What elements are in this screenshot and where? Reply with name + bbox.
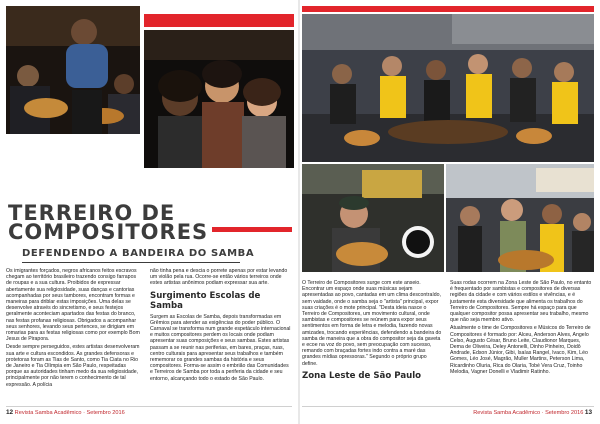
article-title: TERREIRO DE COMPOSITORES	[8, 201, 209, 244]
photo-musicians-outdoor	[446, 164, 594, 272]
left-page	[0, 0, 298, 424]
right-page	[300, 0, 600, 424]
paragraph: Desde sempre perseguidos, estes artistas desenvolveram sua arte e cultura escondidos. As grandes defensoras e protetoras foram as Tias de Santo, como Tia Ciata no Rio de Janeiro e Tia Olímpia em São Paulo, respeitadas porque as autoridades tinham medo da sua religiosidade, principalmente por não terem o conhecimento de tal expressão. A polícia	[6, 344, 140, 388]
left-column-1	[6, 268, 142, 390]
right-column-2	[450, 280, 594, 377]
footer-left	[6, 409, 125, 416]
paragraph: O Terreiro de Compositores surge com este anseio. Encontrar um espaço onde suas músicas sejam apresentadas ao povo, cantadas em um clima descontraído, sem vaidade, onde o samba seja o "artista" principal, expor suas criações é o mote principal. "Desta ideia nasce o Terreiro de Compositores, um movimento cultural, onde sambistas e compositores se reúnem para expor seus sentimentos em forma de letra e melodia, fazendo novas amizades, trocando experiências, defendendo a bandeira do samba de maneira que a obra do compositor seja da gaveta e ecoe na voz do povo, sem preocupação com sucesso, remando com braçadas fortes indo contra a maré das grandes mídias opressoras." Segundo o próprio grupo define.	[302, 280, 442, 367]
footer-rule	[6, 406, 292, 407]
left-column-2	[150, 268, 292, 384]
photo-singer-with-musicians	[6, 6, 140, 134]
photo-guitarist-singing	[302, 164, 444, 272]
publication-name: Revista Samba Acadêmico · Setembro 2016	[14, 410, 125, 416]
page-number: 13	[584, 409, 592, 416]
section-heading: Zona Leste de São Paulo	[302, 370, 422, 381]
page-number: 12	[6, 409, 14, 416]
paragraph: não tinha pena e descia o porrete apenas por estar levando um violão pela rua. Ocorre-se então vários terreiros onde estes artistas anônimos podiam expressar sua arte.	[150, 268, 288, 287]
article-subtitle: DEFENDENDO A BANDEIRA DO SAMBA	[22, 248, 255, 259]
paragraph: Suas rodas ocorrem na Zona Leste de São Paulo, no entanto é frequentado por sambistas e compositores de diversas regiões da cidade e com vários estilos e vivências, e é justamente esta diversidade que alimenta os trabalhos do Terreiro de Compositores. Sempre há espaço para que qualquer compositor possa apresentar seu trabalho, mesmo que não seja membro ativo.	[450, 280, 592, 324]
right-column-1	[302, 280, 442, 384]
publication-name: Revista Samba Acadêmico · Setembro 2016	[473, 410, 584, 416]
section-heading: Surgimento Escolas de Samba	[150, 290, 261, 311]
photo-smiling-women	[144, 30, 294, 168]
paragraph: Atualmente o time de Compositores e Músicos do Terreiro de Compositores é formado por: Alceu, Anderson Alves, Angelo Celso, Augusto César, Bruno Leite, Claudionor Marques, Dema de Oliveira, Deley Antonelli, Dinho Pinheiro, Doidô Andrade, Edson Júnior, Gibi, Isaías Rangel, Ivaco, Kim, Léo Gomes, Léo José, Magrão, Muller Martins, Peterson Lima, Ricardinho Oluria, Rica do Olaria, Tobé Vera Cruz, Toinho Melodia, Vagner Donelli e Vladimir Ratinho.	[450, 325, 591, 375]
photo-samba-circle-crowd	[302, 14, 594, 162]
accent-bar	[144, 14, 294, 27]
paragraph: Surgem as Escolas de Samba, depois transformadas em Grêmios para atender as exigências do poder público. O Carnaval se transforma num grande espetáculo internacional e muitos compositores perdem os locais onde podiam apresentar suas composições e seus sambas. Estes artistas passam a se reunir nas periferias, em bares, praças, ruas, centro culturais para apresentar seus trabalhos e também rememorar os grandes sambas da história e seus compositores. Forma-se assim o embrião das Comunidades e Terreiros de Samba por toda a periferia da cidade e seu entorno, alcançando todo o estado de São Paulo.	[150, 313, 291, 382]
footer-right	[473, 409, 592, 416]
paragraph: Os imigrantes forçados, negros africanos feitos escravos chegam ao território brasileiro trazendo consigo farrapos de roupas e a sua cultura. Proibidos de expressar abertamente sua religiosidade, suas danças e cantorias acompanhadas por seus tambores, encontram formas e maneiras para driblar estas imposições. Uma delas se desenvolve através do sincretismo, e seus festejos geralmente aconteciam apartados das festas do branco, nas festas profanas religiosas. Obrigados a acompanhar seus senhores, levando seus pertences, se dirigiam em romarias para as festas religiosas como por exemplo Bom Jesus de Pirapora.	[6, 268, 140, 343]
footer-rule	[302, 406, 594, 407]
accent-bar	[302, 6, 594, 12]
subtitle-rule	[22, 262, 240, 263]
title-accent-bar	[212, 227, 292, 232]
